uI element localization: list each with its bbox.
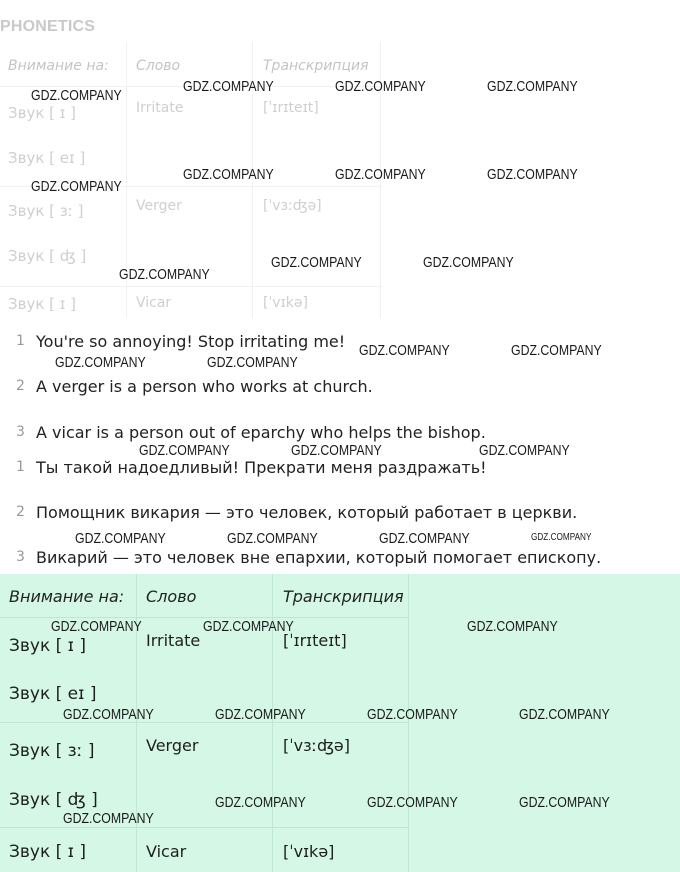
watermark: GDZ.COMPANY bbox=[215, 706, 306, 723]
watermark: GDZ.COMPANY bbox=[55, 354, 146, 371]
focus-cell: Звук [ ɪ ] bbox=[9, 842, 87, 862]
focus-cell: Звук [ ɪ ] bbox=[8, 104, 76, 122]
watermark: GDZ.COMPANY bbox=[215, 794, 306, 811]
watermark: GDZ.COMPANY bbox=[75, 530, 166, 547]
header-word: Слово bbox=[136, 58, 181, 74]
watermark: GDZ.COMPANY bbox=[271, 254, 362, 271]
focus-cell: Звук [ ʤ ] bbox=[8, 247, 87, 265]
watermark: GDZ.COMPANY bbox=[335, 78, 426, 95]
transcription-cell: [ˈvɪkə] bbox=[283, 842, 335, 861]
watermark: GDZ.COMPANY bbox=[487, 166, 578, 183]
watermark: GDZ.COMPANY bbox=[367, 794, 458, 811]
watermark: GDZ.COMPANY bbox=[119, 266, 210, 283]
word-cell: Verger bbox=[136, 198, 182, 214]
watermark: GDZ.COMPANY bbox=[207, 354, 298, 371]
sentence-text: Викарий — это человек вне епархии, который помогает епископу. bbox=[36, 548, 602, 567]
focus-cell: Звук [ ɜː ] bbox=[9, 741, 95, 761]
watermark: GDZ.COMPANY bbox=[51, 618, 142, 635]
watermark: GDZ.COMPANY bbox=[183, 166, 274, 183]
watermark: GDZ.COMPANY bbox=[487, 78, 578, 95]
watermark: GDZ.COMPANY bbox=[423, 254, 514, 271]
watermark: GDZ.COMPANY bbox=[379, 530, 470, 547]
sentence-text: A vicar is a person out of eparchy who helps the bishop. bbox=[36, 423, 486, 442]
focus-cell: Звук [ ɪ ] bbox=[9, 636, 87, 656]
watermark: GDZ.COMPANY bbox=[183, 78, 274, 95]
focus-cell: Звук [ ʤ ] bbox=[9, 790, 98, 810]
sentence-text: Помощник викария — это человек, который работает в церкви. bbox=[36, 503, 578, 522]
sentence-number: 3 bbox=[16, 549, 25, 565]
word-cell: Vicar bbox=[146, 842, 187, 861]
watermark: GDZ.COMPANY bbox=[367, 706, 458, 723]
focus-cell: Звук [ eɪ ] bbox=[9, 684, 97, 704]
watermark: GDZ.COMPANY bbox=[291, 442, 382, 459]
header-transcription: Транскрипция bbox=[263, 58, 369, 74]
row-divider bbox=[0, 286, 382, 287]
sentence-number: 2 bbox=[16, 504, 25, 520]
focus-cell: Звук [ ɜː ] bbox=[8, 202, 84, 220]
watermark: GDZ.COMPANY bbox=[31, 87, 122, 104]
transcription-cell: [ˈɪrɪteɪt] bbox=[283, 631, 347, 650]
watermark: GDZ.COMPANY bbox=[335, 166, 426, 183]
sentence-text: Ты такой надоедливый! Прекрати меня раздражать! bbox=[36, 458, 487, 477]
word-cell: Verger bbox=[146, 736, 199, 755]
transcription-cell: [ˈɪrɪteɪt] bbox=[263, 100, 319, 116]
watermark: GDZ.COMPANY bbox=[519, 794, 610, 811]
header-focus: Внимание на: bbox=[8, 58, 109, 74]
watermark: GDZ.COMPANY bbox=[63, 706, 154, 723]
transcription-cell: [ˈvɜːʤə] bbox=[283, 736, 351, 755]
sentence-number: 3 bbox=[16, 424, 25, 440]
watermark: GDZ.COMPANY bbox=[479, 442, 570, 459]
watermark: GDZ.COMPANY bbox=[359, 342, 450, 359]
focus-cell: Звук [ eɪ ] bbox=[8, 149, 86, 167]
row-divider bbox=[0, 827, 408, 828]
header-word: Слово bbox=[146, 587, 197, 606]
transcription-cell: [ˈvɪkə] bbox=[263, 295, 308, 311]
transcription-cell: [ˈvɜːʤə] bbox=[263, 198, 322, 214]
sentence-number: 1 bbox=[16, 459, 25, 475]
section-heading: PHONETICS bbox=[0, 18, 96, 35]
focus-cell: Звук [ ɪ ] bbox=[8, 295, 76, 313]
sentence-text: You're so annoying! Stop irritating me! bbox=[36, 332, 346, 351]
row-divider bbox=[0, 722, 408, 723]
watermark: GDZ.COMPANY bbox=[227, 530, 318, 547]
watermark: GDZ.COMPANY bbox=[31, 178, 122, 195]
word-cell: Irritate bbox=[136, 100, 184, 116]
header-transcription: Транскрипция bbox=[283, 587, 404, 606]
watermark: GDZ.COMPANY bbox=[531, 532, 592, 543]
header-focus: Внимание на: bbox=[9, 587, 125, 606]
watermark: GDZ.COMPANY bbox=[511, 342, 602, 359]
sentence-number: 1 bbox=[16, 333, 25, 349]
column-divider bbox=[408, 574, 409, 872]
word-cell: Vicar bbox=[136, 295, 172, 311]
watermark: GDZ.COMPANY bbox=[203, 618, 294, 635]
sentence-text: A verger is a person who works at church. bbox=[36, 377, 373, 396]
watermark: GDZ.COMPANY bbox=[467, 618, 558, 635]
watermark: GDZ.COMPANY bbox=[63, 810, 154, 827]
sentence-number: 2 bbox=[16, 378, 25, 394]
watermark: GDZ.COMPANY bbox=[139, 442, 230, 459]
word-cell: Irritate bbox=[146, 631, 201, 650]
watermark: GDZ.COMPANY bbox=[519, 706, 610, 723]
